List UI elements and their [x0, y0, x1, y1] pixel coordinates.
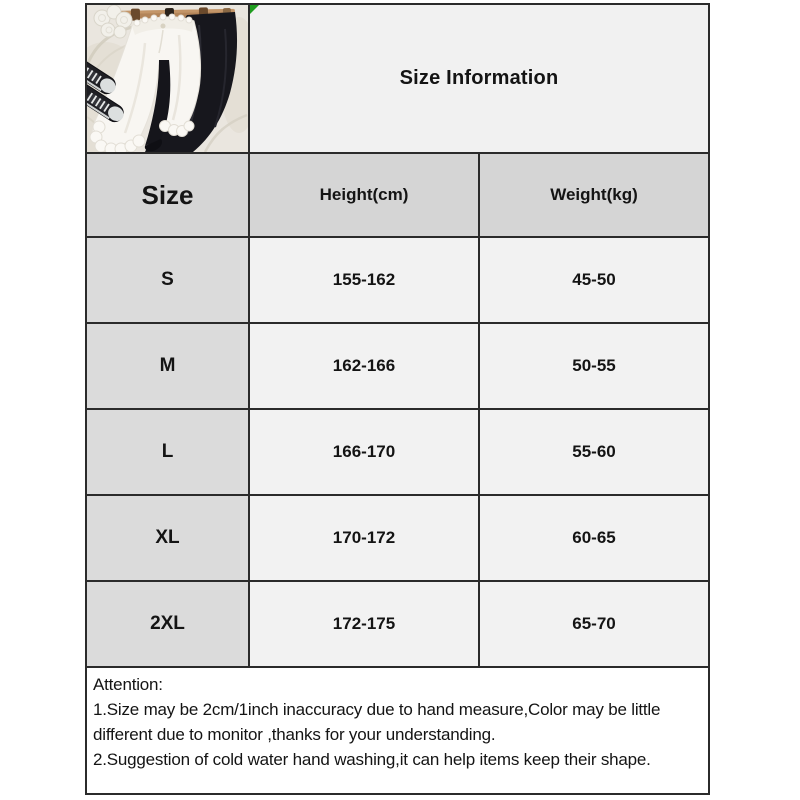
- attention-title: Attention:: [93, 675, 163, 694]
- title-cell: [250, 5, 708, 154]
- page-title: Size Information: [399, 67, 559, 89]
- column-header-height: Height(cm): [250, 154, 480, 238]
- height-value-l: 166-170: [250, 410, 480, 496]
- height-value-s: 155-162: [250, 238, 480, 324]
- size-label-m: M: [87, 324, 250, 410]
- size-label-l: L: [87, 410, 250, 496]
- attention-line-2: different due to monitor ,thanks for your understanding.: [93, 725, 496, 744]
- weight-value-xl: 60-65: [480, 496, 708, 582]
- weight-value-s: 45-50: [480, 238, 708, 324]
- column-header-weight: Weight(kg): [480, 154, 708, 238]
- size-label-2xl: 2XL: [87, 582, 250, 668]
- height-value-xl: 170-172: [250, 496, 480, 582]
- column-header-size: Size: [87, 154, 250, 238]
- attention-line-3: 2.Suggestion of cold water hand washing,it can help items keep their shape.: [93, 750, 651, 769]
- attention-note: [87, 668, 708, 793]
- height-value-m: 162-166: [250, 324, 480, 410]
- size-label-s: S: [87, 238, 250, 324]
- size-label-xl: XL: [87, 496, 250, 582]
- weight-value-2xl: 65-70: [480, 582, 708, 668]
- size-chart-sheet: [85, 3, 710, 795]
- product-photo-cell: [87, 5, 250, 154]
- height-value-2xl: 172-175: [250, 582, 480, 668]
- product-photo-image: [87, 5, 248, 152]
- green-corner-marker-icon: [250, 5, 259, 14]
- weight-value-m: 50-55: [480, 324, 708, 410]
- weight-value-l: 55-60: [480, 410, 708, 496]
- attention-line-1: 1.Size may be 2cm/1inch inaccuracy due to hand measure,Color may be little: [93, 700, 661, 719]
